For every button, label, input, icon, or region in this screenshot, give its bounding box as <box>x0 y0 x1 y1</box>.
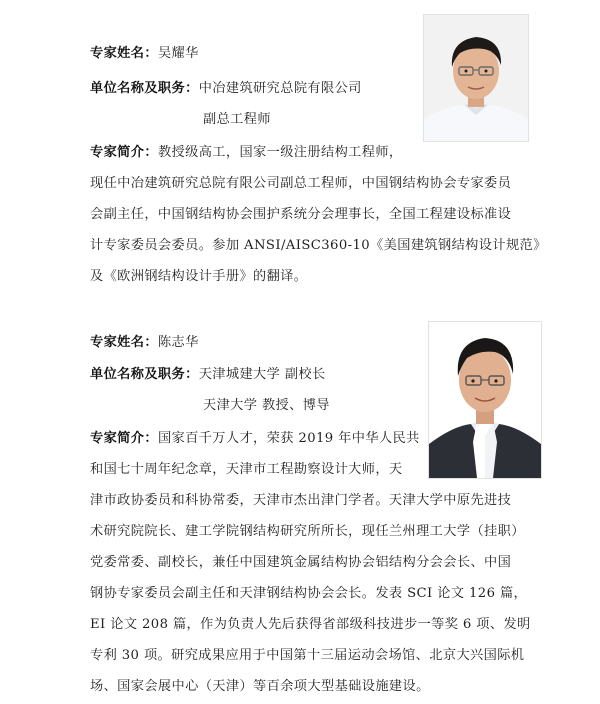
bio-label: 专家简介： <box>90 145 158 160</box>
expert-bio-row <box>90 430 420 448</box>
bio-line: 钢协专家委员会副主任和天津钢结构协会会长。发表 SCI 论文 126 篇， <box>90 586 528 601</box>
expert-org-line: 中冶建筑研究总院有限公司 <box>198 81 362 96</box>
expert-profile <box>0 0 600 310</box>
bio-label: 专家简介： <box>90 431 158 446</box>
expert-org-row <box>90 80 362 98</box>
expert-profile <box>0 318 600 704</box>
bio-line: 和国七十周年纪念章，天津市工程勘察设计大师，天 <box>90 462 403 477</box>
bio-line: 现任中冶建筑研究总院有限公司副总工程师，中国钢结构协会专家委员 <box>90 176 512 191</box>
expert-org-line: 天津城建大学 副校长 <box>198 367 326 382</box>
name-label: 专家姓名： <box>90 46 158 61</box>
org-label: 单位名称及职务： <box>90 367 199 382</box>
expert-org-row <box>90 366 326 384</box>
expert-bio-row <box>90 144 403 162</box>
expert-name: 陈志华 <box>157 335 199 350</box>
bio-line: 场、国家会展中心（天津）等百余项大型基础设施建设。 <box>90 679 430 694</box>
bio-line: 国家百千万人才，荣获 2019 年中华人民共 <box>157 431 420 446</box>
expert-photo <box>428 321 542 479</box>
expert-name-row <box>90 334 199 352</box>
expert-org-line: 副总工程师 <box>203 112 271 127</box>
expert-photo <box>423 14 529 142</box>
expert-name-row <box>90 45 199 63</box>
bio-line: EI 论文 208 篇，作为负责人先后获得省部级科技进步一等奖 6 项、发明 <box>90 617 531 632</box>
portrait-image <box>429 322 541 478</box>
bio-line: 党委常委、副校长，兼任中国建筑金属结构协会铝结构分会会长、中国 <box>90 555 512 570</box>
bio-line: 计专家委员会委员。参加 ANSI/AISC360-10《美国建筑钢结构设计规范》 <box>90 238 547 253</box>
expert-name: 吴耀华 <box>157 46 199 61</box>
bio-line: 会副主任，中国钢结构协会围护系统分会理事长，全国工程建设标准设 <box>90 207 512 222</box>
org-label: 单位名称及职务： <box>90 81 199 96</box>
expert-org-line: 天津大学 教授、博导 <box>203 398 330 413</box>
bio-line: 津市政协委员和科协常委，天津市杰出津门学者。天津大学中原先进技 <box>90 493 512 508</box>
portrait-image <box>424 15 528 141</box>
bio-line: 术研究院院长、建工学院钢结构研究所所长，现任兰州理工大学（挂职） <box>90 524 525 539</box>
bio-line: 教授级高工，国家一级注册结构工程师， <box>157 145 403 160</box>
bio-line: 及《欧洲钢结构设计手册》的翻译。 <box>90 269 308 284</box>
name-label: 专家姓名： <box>90 335 158 350</box>
bio-line: 专利 30 项。研究成果应用于中国第十三届运动会场馆、北京大兴国际机 <box>90 648 525 663</box>
